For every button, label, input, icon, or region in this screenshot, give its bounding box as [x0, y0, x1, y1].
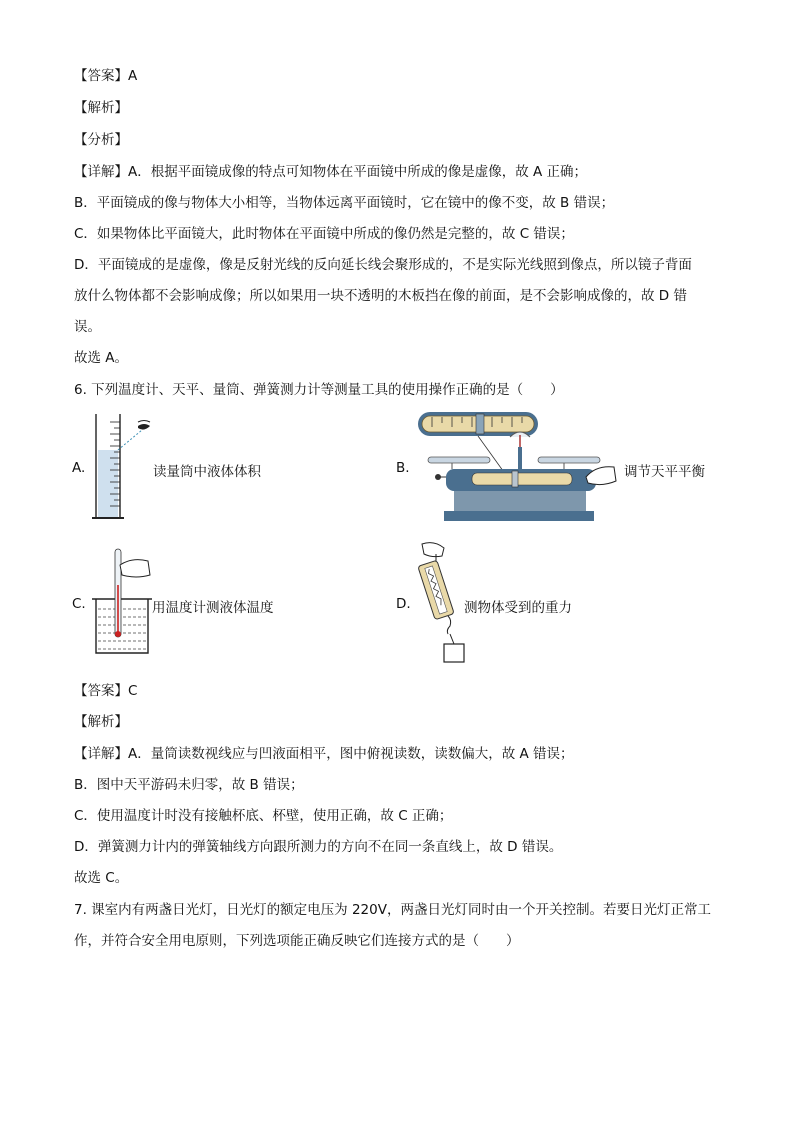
q5-jiexi: 【解析】	[74, 100, 128, 116]
q5-answer: 【答案】A	[74, 68, 138, 84]
q6-answer: 【答案】C	[74, 683, 138, 699]
q5-conclusion: 故选 A。	[74, 350, 129, 366]
q6-stem: 6. 下列温度计、天平、量筒、弹簧测力计等测量工具的使用操作正确的是（ ）	[74, 382, 564, 398]
option-d-caption: 测物体受到的重力	[464, 600, 572, 616]
q5-detail-d1: D．平面镜成的是虚像，像是反射光线的反向延长线会聚形成的，不是实际光线照到像点，所以镜子背面	[74, 257, 692, 273]
q6-jiexi: 【解析】	[74, 714, 128, 730]
option-c-label: C.	[72, 596, 86, 612]
option-b-label: B.	[396, 460, 410, 476]
balance-scale-figure	[418, 407, 628, 527]
q5-detail-d2: 放什么物体都不会影响成像；所以如果用一块不透明的木板挡在像的前面，是不会影响成像的，故 D 错	[74, 288, 687, 304]
option-a-caption: 读量筒中液体体积	[153, 464, 261, 480]
option-c-caption: 用温度计测液体温度	[152, 600, 274, 616]
q5-fenxi: 【分析】	[74, 132, 128, 148]
q6-conclusion: 故选 C。	[74, 870, 129, 886]
thermometer-beaker-figure	[92, 545, 154, 657]
q6-detail-b: B．图中天平游码未归零，故 B 错误；	[74, 777, 304, 793]
q6-detail-c: C．使用温度计时没有接触杯底、杯壁，使用正确，故 C 正确；	[74, 808, 453, 824]
q6-detail-d: D．弹簧测力计内的弹簧轴线方向跟所测力的方向不在同一条直线上，故 D 错误。	[74, 839, 563, 855]
q7-stem-line1: 7. 课室内有两盏日光灯，日光灯的额定电压为 220V，两盏日光灯同时由一个开关控制。若要日光灯正常工	[74, 902, 711, 918]
option-d-label: D.	[396, 596, 411, 612]
q5-detail-c: C．如果物体比平面镜大，此时物体在平面镜中所成的像仍然是完整的，故 C 错误；	[74, 226, 574, 242]
q5-detail-d3: 误。	[74, 319, 101, 335]
spring-scale-figure	[412, 540, 468, 666]
q7-stem-line2: 作，并符合安全用电原则，下列选项能正确反映它们连接方式的是（ ）	[74, 933, 520, 949]
option-b-caption: 调节天平平衡	[624, 464, 705, 480]
graduated-cylinder-figure	[88, 410, 158, 525]
option-a-label: A.	[72, 460, 86, 476]
q6-detail-a: 【详解】A．量筒读数视线应与凹液面相平，图中俯视读数，读数偏大，故 A 错误；	[74, 746, 574, 762]
q5-detail-a: 【详解】A．根据平面镜成像的特点可知物体在平面镜中所成的像是虚像，故 A 正确；	[74, 164, 588, 180]
q5-detail-b: B．平面镜成的像与物体大小相等，当物体远离平面镜时，它在镜中的像不变，故 B 错误；	[74, 195, 615, 211]
